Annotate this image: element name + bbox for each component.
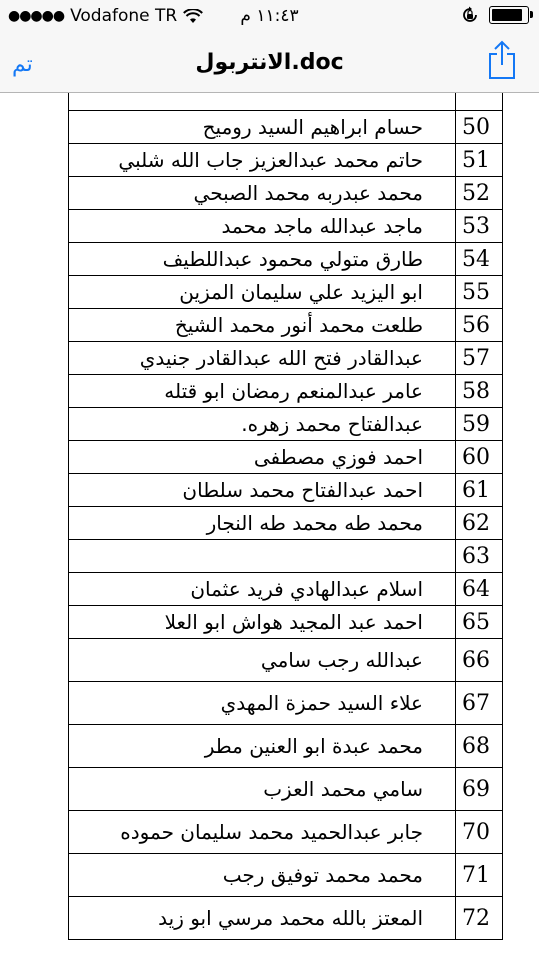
row-number-cell: 71 xyxy=(456,854,503,897)
name-cell: المعتز بالله محمد مرسي ابو زيد xyxy=(69,897,456,940)
row-number-cell: 60 xyxy=(456,441,503,474)
table-row xyxy=(69,111,503,144)
signal-strength-icon: ●●●●● xyxy=(8,8,65,24)
clock: ١١:٤٣ م xyxy=(240,6,299,26)
table-row xyxy=(69,342,503,375)
name-cell: اسلام عبدالهادي فريد عثمان xyxy=(69,573,456,606)
done-button[interactable]: تم xyxy=(12,52,33,77)
row-number-cell: 59 xyxy=(456,408,503,441)
name-cell: محمد محمد توفيق رجب xyxy=(69,854,456,897)
table-row xyxy=(69,606,503,639)
table-row xyxy=(69,573,503,606)
name-cell: احمد عبد المجيد هواش ابو العلا xyxy=(69,606,456,639)
table-row xyxy=(69,309,503,342)
name-cell: عبدالقادر فتح الله عبدالقادر جنيدي xyxy=(69,342,456,375)
status-right xyxy=(461,6,529,24)
name-cell: احمد عبدالفتاح محمد سلطان xyxy=(69,474,456,507)
name-cell: عبدالفتاح محمد زهره. xyxy=(69,408,456,441)
name-cell: عبدالله رجب سامي xyxy=(69,639,456,682)
document-viewer[interactable] xyxy=(0,93,539,960)
status-bar xyxy=(0,0,539,34)
table-row xyxy=(69,276,503,309)
carrier-name: Vodafone TR xyxy=(70,6,178,26)
name-cell: احمد فوزي مصطفى xyxy=(69,441,456,474)
name-cell xyxy=(69,540,456,573)
name-cell: طلعت محمد أنور محمد الشيخ xyxy=(69,309,456,342)
table-row xyxy=(69,177,503,210)
table-row xyxy=(69,93,503,111)
row-number-cell: 52 xyxy=(456,177,503,210)
name-cell: ماجد عبدالله ماجد محمد xyxy=(69,210,456,243)
table-row xyxy=(69,474,503,507)
table-row xyxy=(69,210,503,243)
table-row xyxy=(69,507,503,540)
row-number-cell: 64 xyxy=(456,573,503,606)
table-row xyxy=(69,854,503,897)
row-number-cell: 68 xyxy=(456,725,503,768)
names-table xyxy=(68,93,503,940)
name-cell: جابر عبدالحميد محمد سليمان حموده xyxy=(69,811,456,854)
nav-bar xyxy=(0,34,539,93)
row-number-cell: 70 xyxy=(456,811,503,854)
name-cell: ابو اليزيد علي سليمان المزين xyxy=(69,276,456,309)
document-title: الانتربول.doc xyxy=(195,50,344,75)
name-cell: سامي محمد العزب xyxy=(69,768,456,811)
row-number-cell: 55 xyxy=(456,276,503,309)
row-number-cell: 54 xyxy=(456,243,503,276)
table-row xyxy=(69,243,503,276)
name-cell: طارق متولي محمود عبداللطيف xyxy=(69,243,456,276)
table-row xyxy=(69,639,503,682)
share-icon[interactable] xyxy=(485,40,519,80)
row-number-cell: 58 xyxy=(456,375,503,408)
name-cell xyxy=(69,93,456,111)
row-number-cell: 50 xyxy=(456,111,503,144)
name-cell: محمد عبدة ابو العنين مطر xyxy=(69,725,456,768)
name-cell: محمد طه محمد طه النجار xyxy=(69,507,456,540)
table-row xyxy=(69,811,503,854)
table-row xyxy=(69,408,503,441)
table-row xyxy=(69,144,503,177)
name-cell: حاتم محمد عبدالعزيز جاب الله شلبي xyxy=(69,144,456,177)
table-row xyxy=(69,540,503,573)
table-row xyxy=(69,725,503,768)
table-row xyxy=(69,441,503,474)
name-cell: حسام ابراهيم السيد روميح xyxy=(69,111,456,144)
row-number-cell: 53 xyxy=(456,210,503,243)
name-cell: علاء السيد حمزة المهدي xyxy=(69,682,456,725)
table-row xyxy=(69,897,503,940)
row-number-cell: 63 xyxy=(456,540,503,573)
name-cell: عامر عبدالمنعم رمضان ابو قتله xyxy=(69,375,456,408)
rotation-lock-icon xyxy=(461,6,479,24)
table-row xyxy=(69,768,503,811)
row-number-cell: 72 xyxy=(456,897,503,940)
table-row xyxy=(69,375,503,408)
battery-icon xyxy=(489,6,529,24)
row-number-cell xyxy=(456,93,503,111)
row-number-cell: 57 xyxy=(456,342,503,375)
row-number-cell: 56 xyxy=(456,309,503,342)
row-number-cell: 67 xyxy=(456,682,503,725)
row-number-cell: 65 xyxy=(456,606,503,639)
table-row xyxy=(69,682,503,725)
row-number-cell: 51 xyxy=(456,144,503,177)
row-number-cell: 69 xyxy=(456,768,503,811)
row-number-cell: 62 xyxy=(456,507,503,540)
row-number-cell: 61 xyxy=(456,474,503,507)
name-cell: محمد عبدربه محمد الصبحي xyxy=(69,177,456,210)
row-number-cell: 66 xyxy=(456,639,503,682)
